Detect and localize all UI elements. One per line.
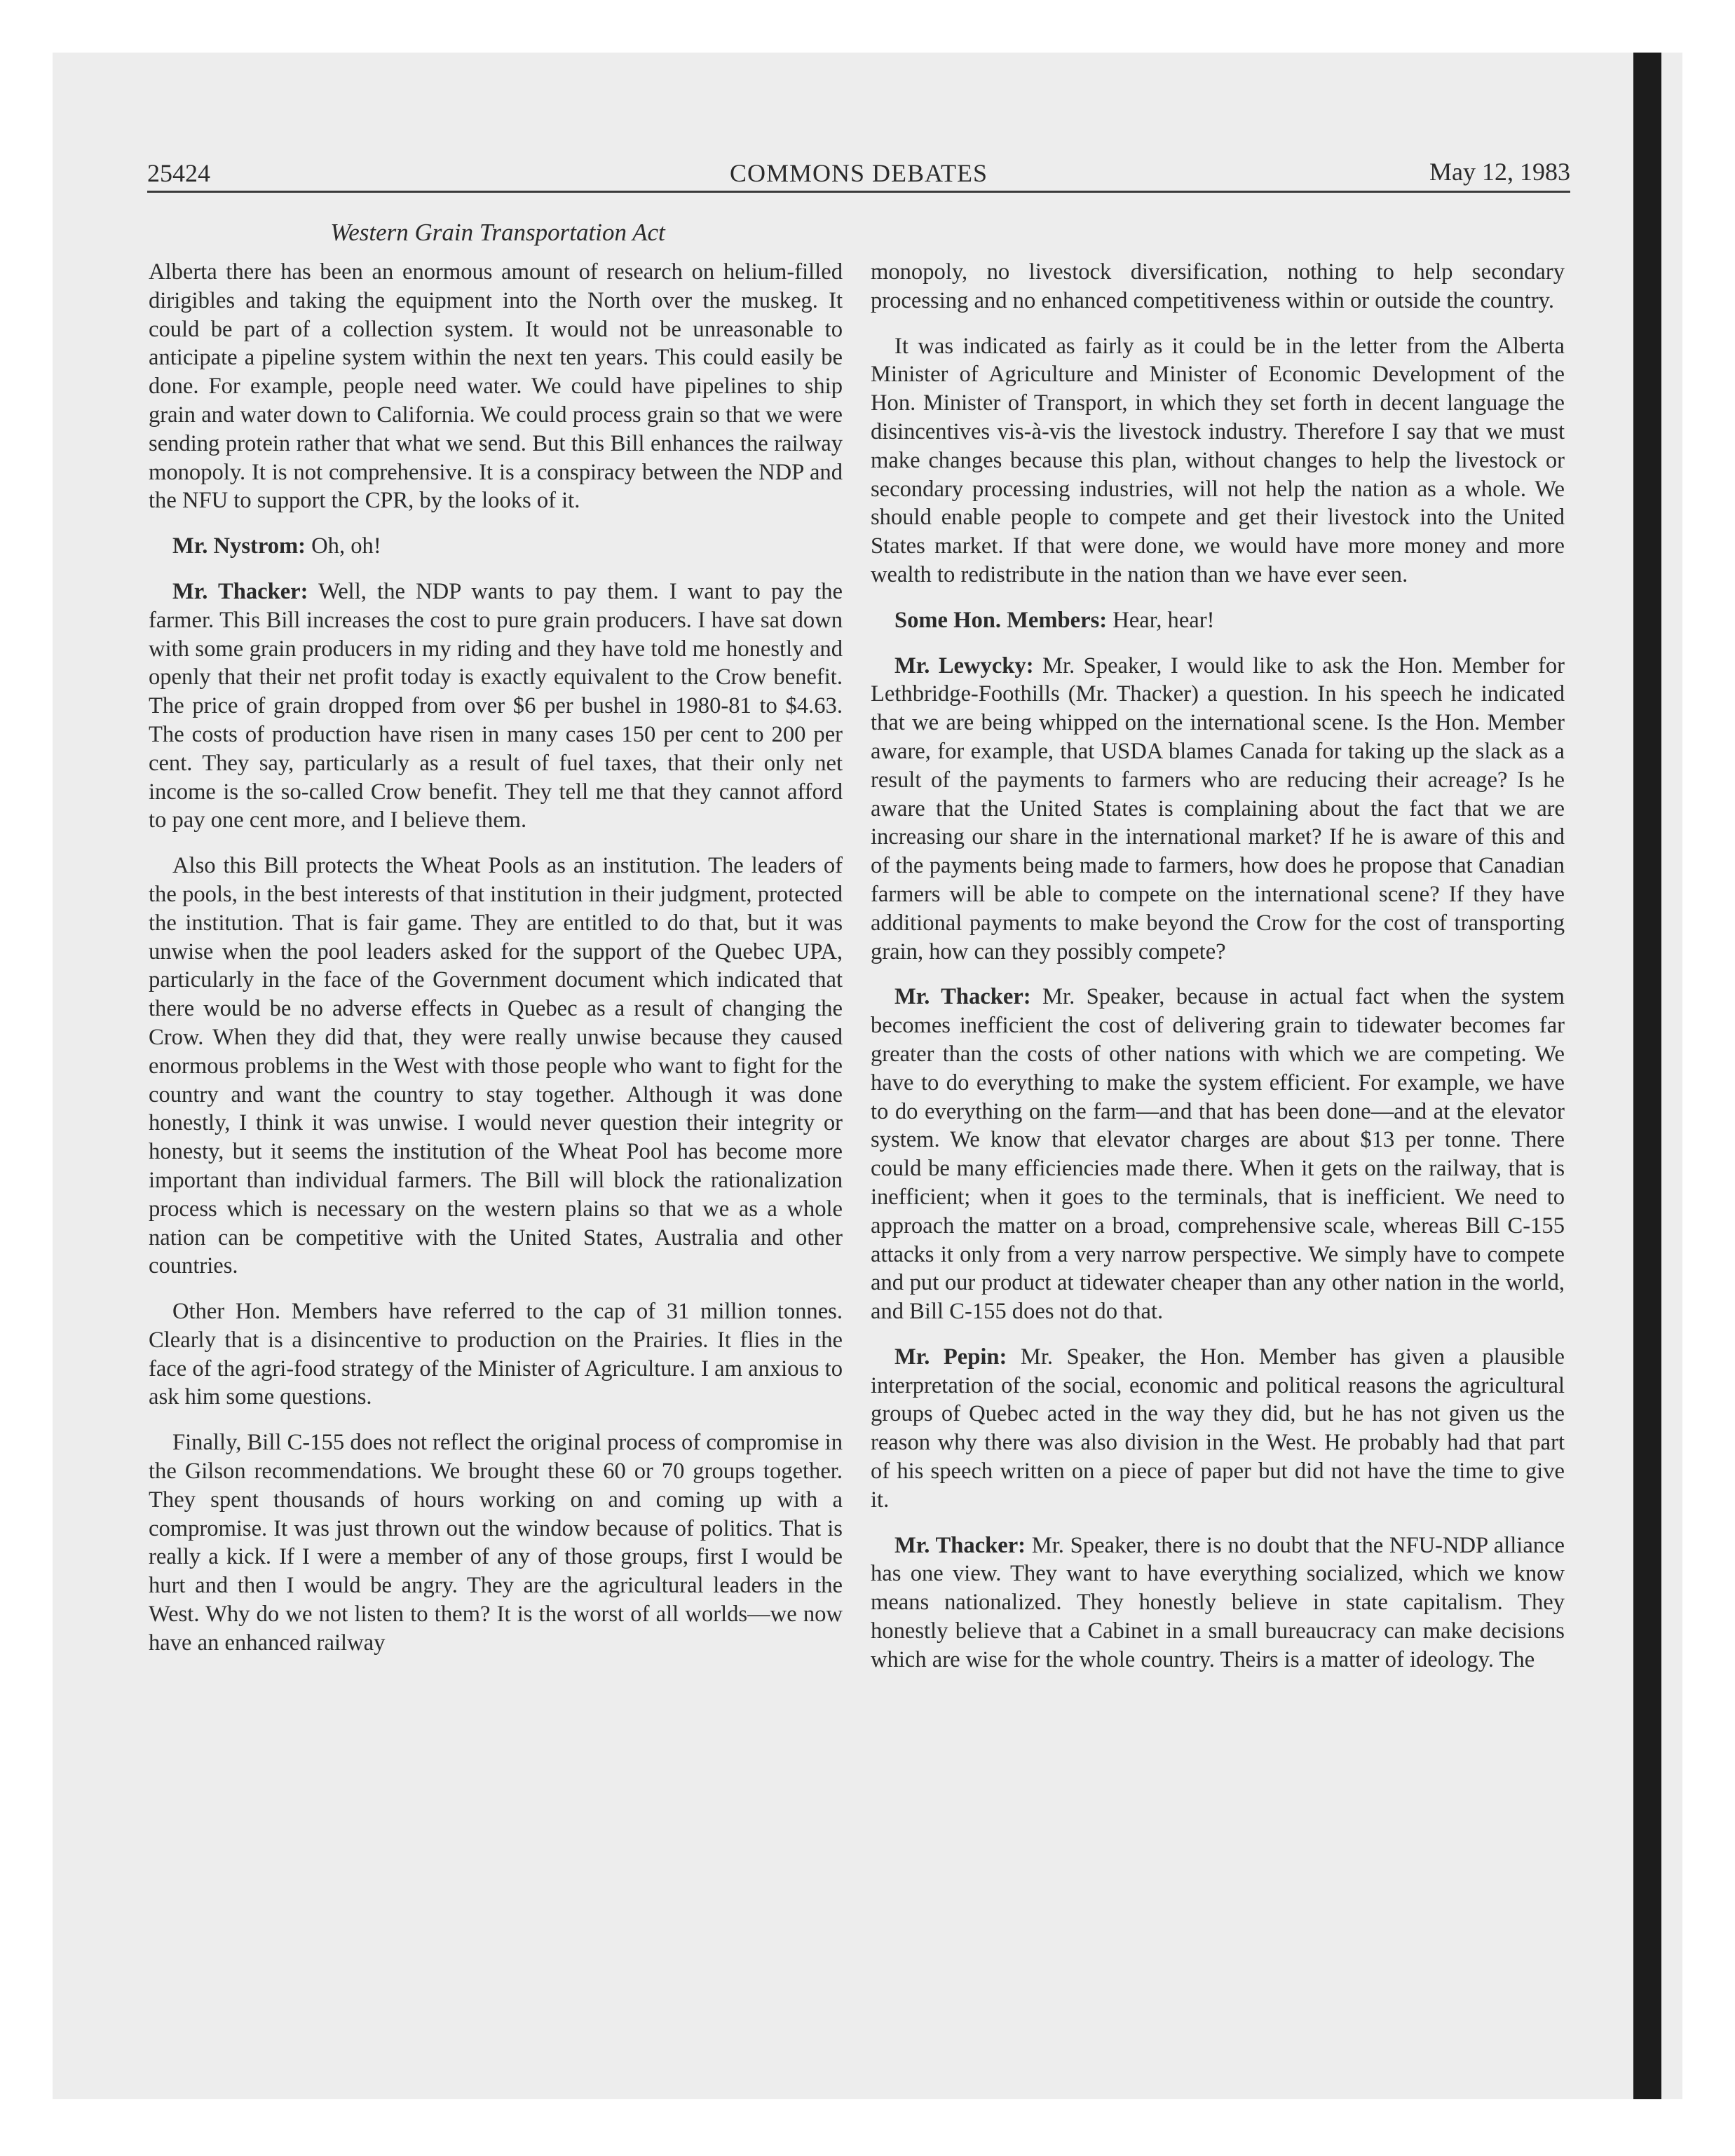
speech-text: Hear, hear! xyxy=(1107,607,1215,633)
publication-title: COMMONS DEBATES xyxy=(729,159,988,187)
running-title: Western Grain Transportation Act xyxy=(330,219,665,246)
paragraph: monopoly, no livestock diversification, nothing to help secondary processing and no enhanced competitiveness within or outside the country. xyxy=(871,259,1565,313)
speaker-name: Mr. Thacker: xyxy=(894,1532,1026,1558)
paragraph xyxy=(149,532,843,561)
speaker-name: Mr. Lewycky: xyxy=(894,653,1034,678)
speaker-name: Mr. Thacker: xyxy=(894,984,1031,1010)
paragraph: It was indicated as fairly as it could be in the letter from the Alberta Minister of Agriculture and Minister of Economic Development of the Hon. Minister of Transport, in which they set forth in decent language the disincentives vis-à-vis the livestock industry. Therefore I say that we must make changes because this plan, without changes to help the livestock or secondary processing industries, will not help the nation as a whole. We should enable people to compete and get their livestock into the United States market. If that were done, we would have more money and more wealth to redistribute in the nation than we have ever seen. xyxy=(871,333,1565,587)
publication-date: May 12, 1983 xyxy=(1429,158,1570,186)
speech-text: Mr. Speaker, I would like to ask the Hon. Member for Lethbridge-Foothills (Mr. Thacker) a question. In his speech he indicated that we are being whipped on the international scene. Is the Hon. Member aware, for example, that USDA blames Canada for taking up the slack as a result of the payments to farmers who are reducing their acreage? Is he aware that the United States is complaining about the fact that we are increasing our share in the international market? If he is aware of this and of the payments being made to farmers, how does he propose that Canadian farmers will be able to compete on the international scene? If they have additional payments to make beyond the Crow for the cost of transporting grain, how can they possibly compete? xyxy=(871,653,1565,964)
speaker-name: Mr. Nystrom: xyxy=(172,533,306,559)
paragraph: Also this Bill protects the Wheat Pools as an institution. The leaders of the pools, in the best interests of that institution in their judgment, protected the institution. That is fair game. They are entitled to do that, but it was unwise when the pool leaders asked for the support of the Quebec UPA, particularly in the face of the Government document which indicated that there would be no adverse effects in Quebec as a result of changing the Crow. When they did that, they were really unwise because they caused enormous problems in the West with those people who want to fight for the country and want the country to stay together. Although it was done honestly, I think it was unwise. I would never question their integrity or honesty, but it seems the institution of the Wheat Pool has become more important than individual farmers. The Bill will block the rationalization process which is necessary on the western plains so that we as a whole nation can be competitive with the United States, Australia and other countries. xyxy=(149,853,843,1279)
paragraph xyxy=(149,578,843,835)
speech-text: Mr. Speaker, there is no doubt that the NFU-NDP alliance has one view. They want to have everything socialized, which we know means nationalized. They honestly believe in state capitalism. They honestly believe that a Cabinet in a small bureaucracy can make decisions which are wise for the whole country. Theirs is a matter of ideology. The xyxy=(871,1532,1565,1672)
left-column xyxy=(149,258,843,1674)
paragraph: Alberta there has been an enormous amount of research on helium-filled dirigibles and taking the equipment into the North over the muskeg. It could be part of a collection system. It would not be unreasonable to anticipate a pipeline system within the next ten years. This could easily be done. For example, people need water. We could have pipelines to ship grain and water down to California. We could process grain so that we were sending protein rather that what we send. But this Bill enhances the railway monopoly. It is not comprehensive. It is a conspiracy between the NDP and the NFU to support the CPR, by the looks of it. xyxy=(149,259,843,514)
speech-text: Oh, oh! xyxy=(306,533,381,559)
paragraph xyxy=(871,983,1565,1326)
speaker-name: Mr. Pepin: xyxy=(894,1344,1007,1370)
page-header xyxy=(147,156,1570,193)
speech-text: Mr. Speaker, the Hon. Member has given a plausible interpretation of the social, economic and political reasons the agricultural groups of Quebec acted in the way they did, but he has not given us the reason why there was also division in the West. He probably had that part of his speech written on a piece of paper but did not have the time to give it. xyxy=(871,1344,1565,1513)
speech-text: Mr. Speaker, because in actual fact when the system becomes inefficient the cost of delivering grain to tidewater becomes far greater than the costs of other nations with which we are competing. We have to do everything to make the system efficient. For example, we have to do everything on the farm—and that has been done—and at the elevator system. We know that elevator charges are about $13 per tonne. There could be many efficiencies made there. When it gets on the railway, that is inefficient; when it goes to the terminals, that is inefficient. We need to approach the matter on a broad, comprehensive scale, whereas Bill C-155 attacks it only from a very narrow perspective. We simply have to compete and put our product at tidewater cheaper than any other nation in the world, and Bill C-155 does not do that. xyxy=(871,984,1565,1325)
page-number: 25424 xyxy=(147,159,210,187)
paragraph xyxy=(871,606,1565,635)
paragraph xyxy=(871,1531,1565,1674)
paragraph: Finally, Bill C-155 does not reflect the original process of compromise in the Gilson recommendations. We brought these 60 or 70 groups together. They spent thousands of hours working on and coming up with a compromise. It was just thrown out the window because of politics. That is really a kick. If I were a member of any of those groups, first I would be hurt and then I would be angry. They are the agricultural leaders in the West. Why do we not listen to them? It is the worst of all worlds—we now have an enhanced railway xyxy=(149,1430,843,1656)
paragraph: Other Hon. Members have referred to the cap of 31 million tonnes. Clearly that is a disincentive to production on the Prairies. It flies in the face of the agri-food strategy of the Minister of Agriculture. I am anxious to ask him some questions. xyxy=(149,1299,843,1410)
paragraph xyxy=(871,652,1565,967)
right-column xyxy=(871,258,1565,1691)
speaker-name: Mr. Thacker: xyxy=(172,578,308,604)
speech-text: Well, the NDP wants to pay them. I want to pay the farmer. This Bill increases the cost to pure grain producers. I have sat down with some grain producers in my riding and they have told me honestly and openly that their net profit today is exactly equivalent to the Crow benefit. The price of grain dropped from over $6 per bushel in 1980-81 to $4.63. The costs of production have risen in many cases 150 per cent to 200 per cent. They say, particularly as a result of fuel taxes, that their only net income is the so-called Crow benefit. They tell me that they cannot afford to pay one cent more, and I believe them. xyxy=(149,578,843,833)
scan-edge-shadow xyxy=(1633,53,1661,2099)
paragraph xyxy=(871,1343,1565,1515)
speaker-name: Some Hon. Members: xyxy=(894,607,1108,633)
